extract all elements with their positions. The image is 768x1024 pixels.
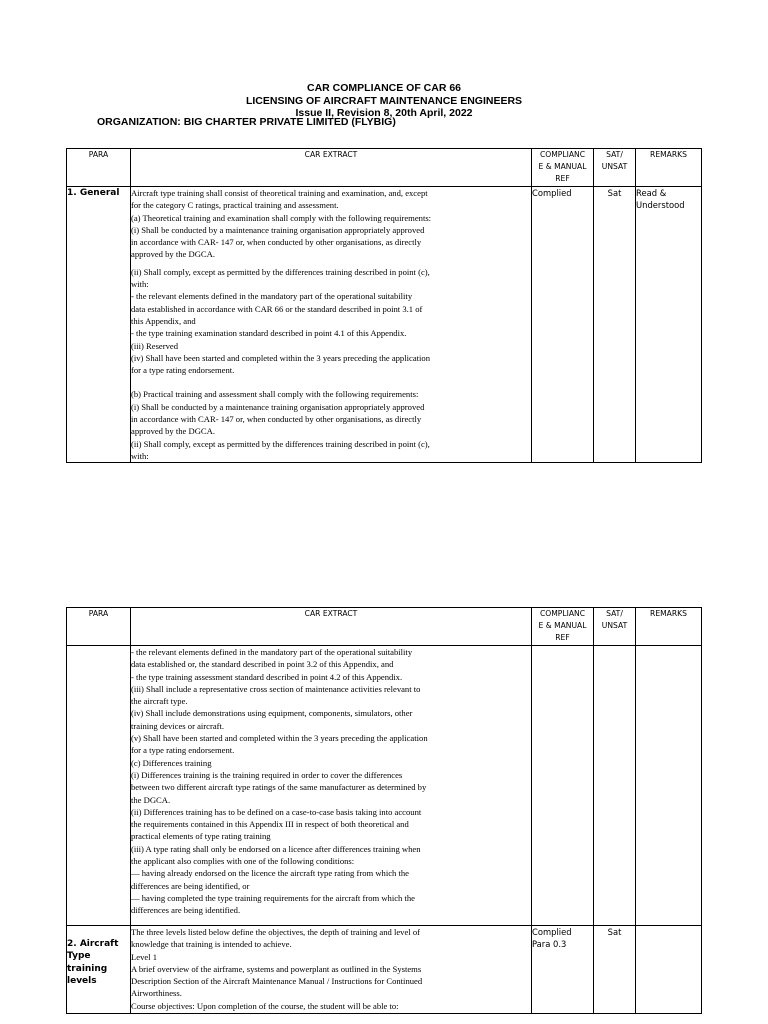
sat-cell: Sat bbox=[594, 187, 636, 463]
compliance-table-1 bbox=[66, 148, 702, 463]
table-header-row bbox=[67, 608, 702, 646]
sat-cell: Sat bbox=[594, 926, 636, 1014]
remarks-cell bbox=[636, 646, 702, 926]
header-issue: Issue II, Revision 8, 20th April, 2022 bbox=[295, 107, 473, 119]
compliance-cell bbox=[532, 646, 594, 926]
col-compliance: COMPLIANC E & MANUAL REF bbox=[532, 149, 594, 187]
col-sat-unsat: SAT/ UNSAT bbox=[594, 149, 636, 187]
header-title: CAR COMPLIANCE OF CAR 66 bbox=[306, 82, 461, 94]
compliance-cell: Complied Para 0.3 bbox=[532, 926, 594, 1014]
table-row bbox=[67, 926, 702, 1014]
col-remarks: REMARKS bbox=[636, 149, 702, 187]
para-cell: 1. General bbox=[67, 187, 131, 463]
car-extract-cell: The three levels listed below define the objectives, the depth of training and level of knowledge that training is intended to achieve. Level 1 A brief overview of the airframe, systems and powerplant as outlined in the Systems Description Section of the Aircraft Maintenance Manual / Instructions for Continued Airworthiness. Course objectives: Upon completion of the course, the student will be able to: bbox=[131, 926, 532, 1014]
table-row bbox=[67, 646, 702, 926]
remarks-cell: Read & Understood bbox=[636, 187, 702, 463]
document-header bbox=[0, 82, 768, 120]
col-para: PARA bbox=[67, 149, 131, 187]
car-extract-cell: - the relevant elements defined in the mandatory part of the operational suitability data established or, the standard described in point 3.2 of this Appendix, and - the type training assessment standard described in point 4.2 of this Appendix. (iii) Shall include a representative cross section of maintenance activities relevant to the aircraft type. (iv) Shall include demonstrations using equipment, components, simulators, other training devices or aircraft. (v) Shall have been started and completed within the 3 years preceding the application for a type rating endorsement. (c) Differences training (i) Differences training is the training required in order to cover the differences between two different aircraft type ratings of the same manufacturer as determined by the DGCA. (ii) Differences training has to be defined on a case-to-case basis taking into account the requirements contained in this Appendix III in respect of both theoretical and practical elements of type rating training (iii) A type rating shall only be endorsed on a licence after differences training when the applicant also complies with one of the following conditions: — having already endorsed on the licence the aircraft type rating from which the differences are being identified, or — having completed the type training requirements for the aircraft from which the differences are being identified. bbox=[131, 646, 532, 926]
header-subtitle: LICENSING OF AIRCRAFT MAINTENANCE ENGINEERS bbox=[245, 94, 523, 107]
car-extract-cell: Aircraft type training shall consist of theoretical training and examination, and, except for the category C ratings, practical training and assessment. (a) Theoretical training and examination shall comply with the following requirements: (i) Shall be conducted by a maintenance training organisation appropriately approved in accordance with CAR- 147 or, when conducted by other organisations, as directly approved by the DGCA. (ii) Shall comply, except as permitted by the differences training described in point (c), with: - the relevant elements defined in the mandatory part of the operational suitability data established in accordance with CAR 66 or the standard described in point 3.1 of this Appendix, and - the type training examination standard described in point 4.1 of this Appendix. (iii) Reserved (iv) Shall have been started and completed within the 3 years preceding the application for a type rating endorsement. (b) Practical training and assessment shall comply with the following requirements: (i) Shall be conducted by a maintenance training organisation appropriately approved in accordance with CAR- 147 or, when conducted by other organisations, as directly approved by the DGCA. (ii) Shall comply, except as permitted by the differences training described in point (c), with: bbox=[131, 187, 532, 463]
col-car-extract: CAR EXTRACT bbox=[131, 608, 532, 646]
col-car-extract: CAR EXTRACT bbox=[131, 149, 532, 187]
sat-cell bbox=[594, 646, 636, 926]
para-cell: 2. Aircraft Type training levels bbox=[67, 926, 131, 1014]
para-cell bbox=[67, 646, 131, 926]
compliance-cell: Complied bbox=[532, 187, 594, 463]
col-compliance: COMPLIANC E & MANUAL REF bbox=[532, 608, 594, 646]
col-remarks: REMARKS bbox=[636, 608, 702, 646]
table-header-row bbox=[67, 149, 702, 187]
col-sat-unsat: SAT/ UNSAT bbox=[594, 608, 636, 646]
organization-name: ORGANIZATION: BIG CHARTER PRIVATE LIMITED (FLYBIG) bbox=[97, 116, 396, 128]
table-row bbox=[67, 187, 702, 463]
remarks-cell bbox=[636, 926, 702, 1014]
col-para: PARA bbox=[67, 608, 131, 646]
compliance-table-2 bbox=[66, 607, 702, 1014]
